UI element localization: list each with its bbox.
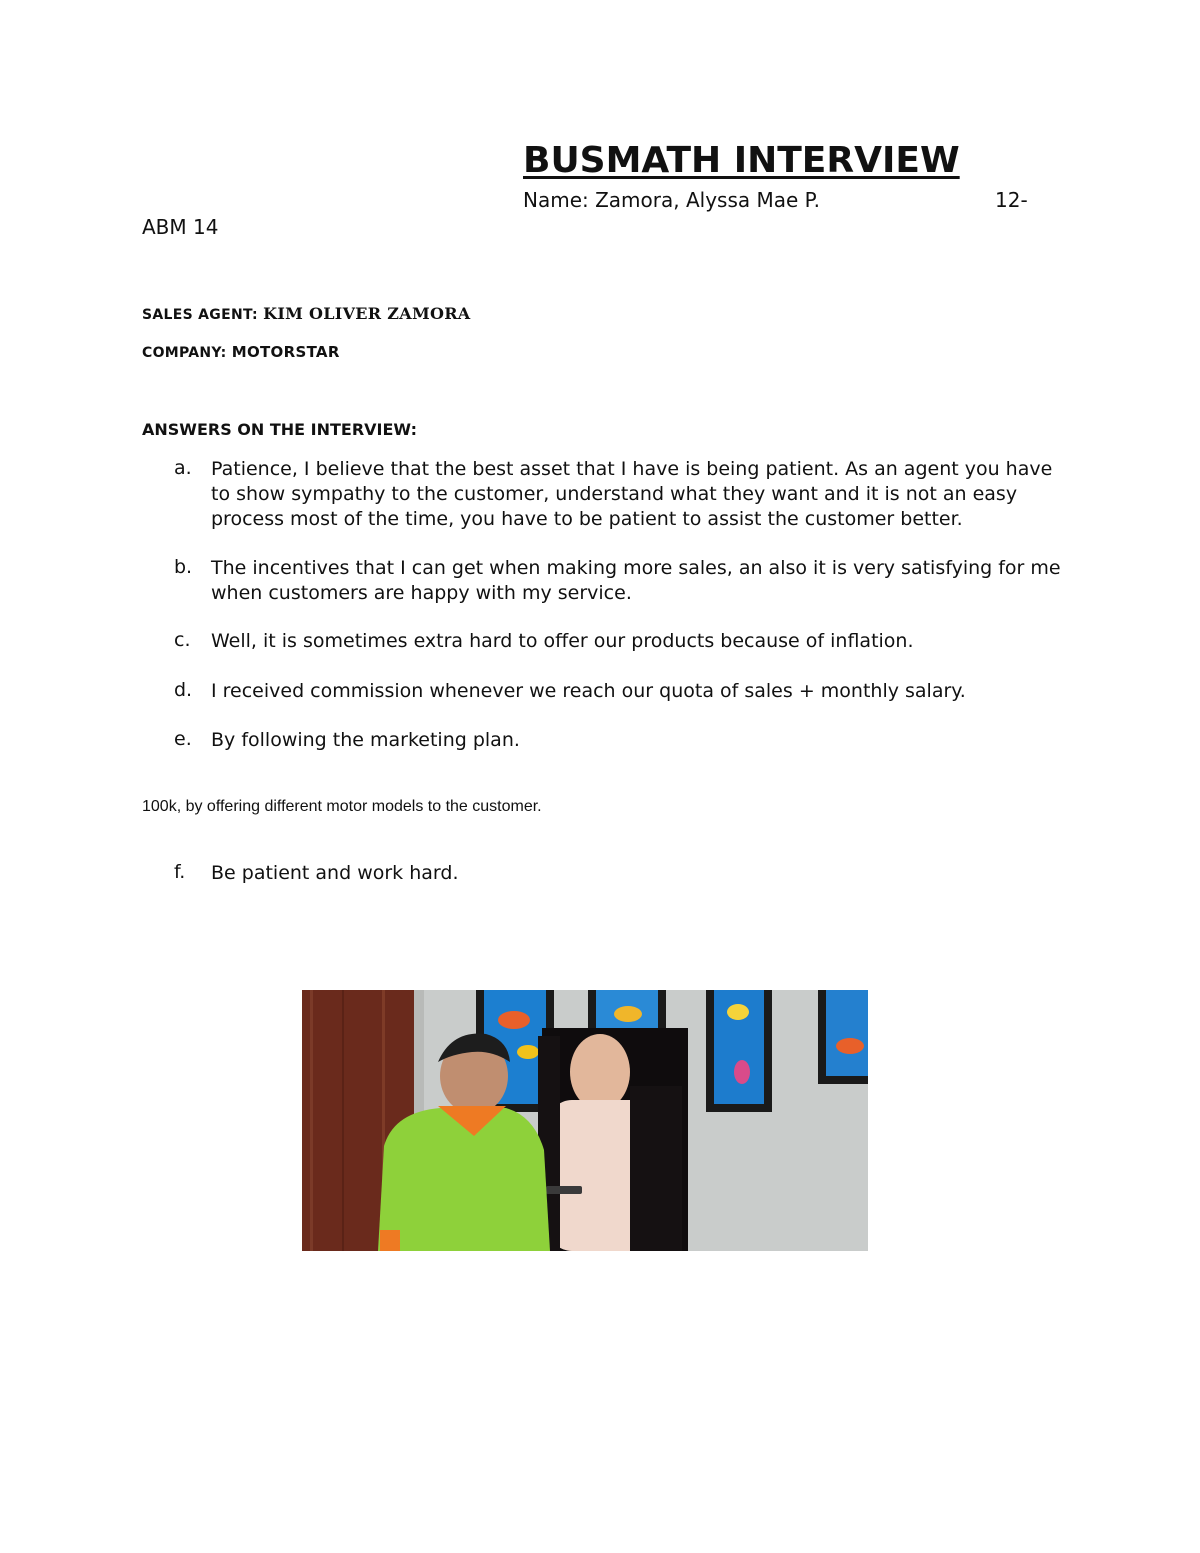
answer-marker: f. bbox=[174, 861, 186, 883]
answer-marker: c. bbox=[174, 629, 191, 651]
answer-text: The incentives that I can get when making more sales, an also it is very satisfying for me when customers are happy with my service. bbox=[211, 557, 1061, 604]
answer-text: By following the marketing plan. bbox=[211, 729, 520, 751]
company-label: COMPANY: bbox=[142, 345, 227, 361]
sales-agent-label: SALES AGENT: bbox=[142, 307, 258, 323]
interview-photo bbox=[302, 990, 868, 1251]
answer-text: Well, it is sometimes extra hard to offer our products because of inflation. bbox=[211, 630, 914, 652]
answer-marker: a. bbox=[174, 457, 192, 479]
answer-marker: b. bbox=[174, 556, 193, 578]
answer-text: Patience, I believe that the best asset that I have is being patient. As an agent you have to show sympathy to the customer, understand what they want and it is not an easy process most of the time, you have to be patient to assist the customer better. bbox=[211, 458, 1053, 530]
answers-heading: ANSWERS ON THE INTERVIEW: bbox=[142, 420, 417, 439]
company-line bbox=[142, 343, 340, 361]
answer-marker: d. bbox=[174, 679, 193, 701]
answer-text: Be patient and work hard. bbox=[211, 862, 459, 884]
section-prefix: 12- bbox=[995, 188, 1028, 212]
company-value: MOTORSTAR bbox=[231, 343, 340, 361]
answer-marker: e. bbox=[174, 728, 192, 750]
sales-agent-line bbox=[142, 304, 471, 323]
interview-photo-illustration bbox=[302, 990, 868, 1251]
sales-agent-value: KIM OLIVER ZAMORA bbox=[263, 304, 471, 323]
income-note: 100k, by offering different motor models to the customer. bbox=[142, 798, 542, 815]
answer-text: I received commission whenever we reach our quota of sales + monthly salary. bbox=[211, 680, 966, 702]
student-name: Name: Zamora, Alyssa Mae P. bbox=[523, 188, 820, 212]
document-title: BUSMATH INTERVIEW bbox=[523, 140, 960, 181]
section-suffix: ABM 14 bbox=[142, 215, 219, 239]
